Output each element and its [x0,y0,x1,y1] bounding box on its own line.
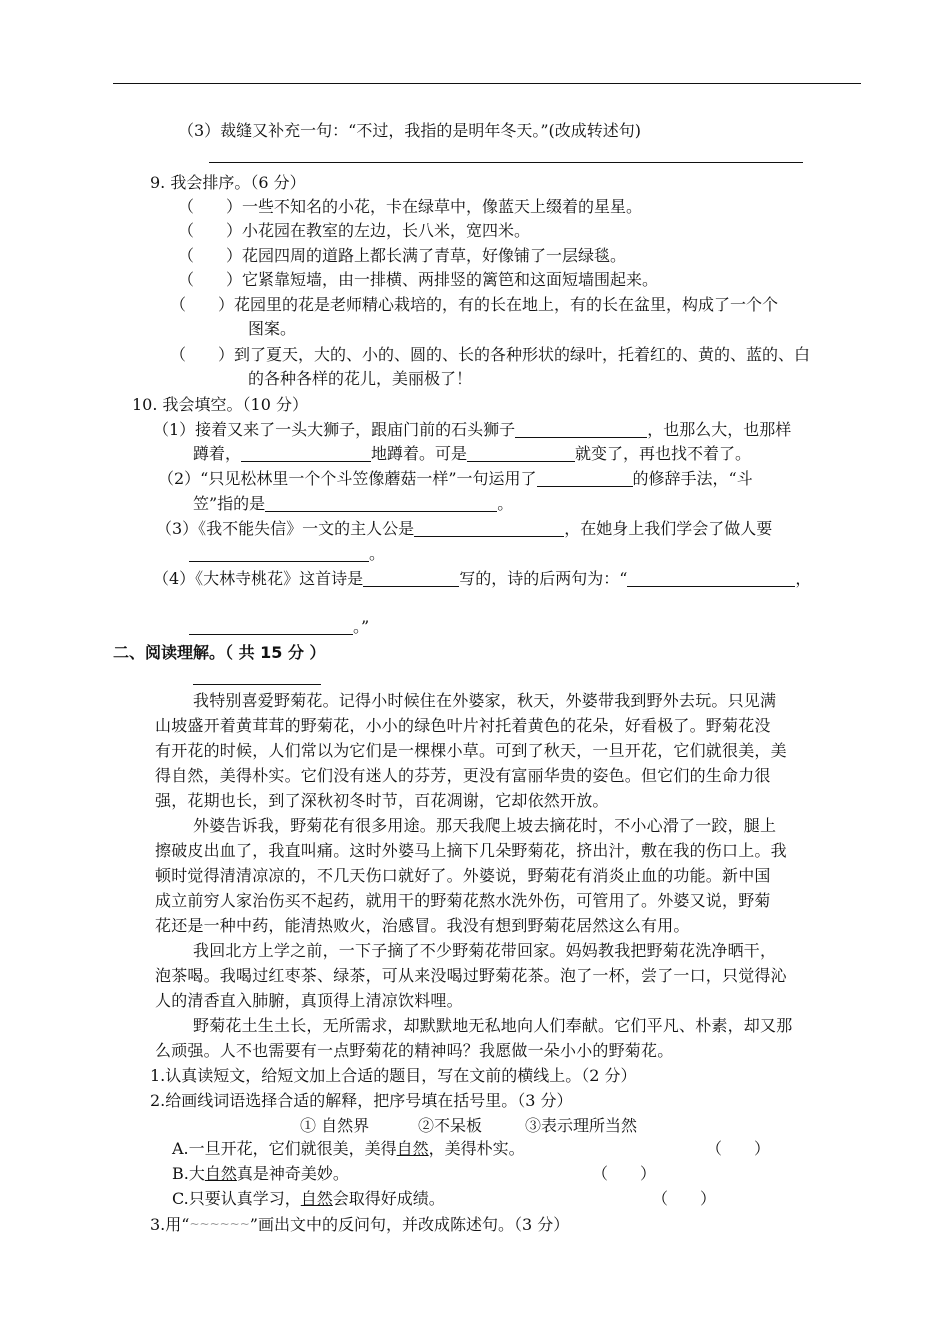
passage-line-12: 泡茶喝。我喝过红枣茶、绿茶，可从来没喝过野菊花茶。泡了一杯，尝了一口，只觉得沁 [155,966,787,985]
passage-line-1: 我特别喜爱野菊花。记得小时候住在外婆家，秋天，外婆带我到野外去玩。只见满 [193,691,777,710]
question-3-post: ”画出文中的反问句，并改成陈述句。（3 分） [249,1215,570,1234]
question-2-a-answer[interactable]: （ ） [706,1139,771,1158]
question-2-c [172,1188,445,1210]
question-2-a-post: ，美得朴实。 [428,1139,525,1158]
question-2-b-word: 自然 [204,1164,237,1183]
q10-2-text-b: 的修辞手法，“斗 [632,469,753,488]
passage-line-4: 得自然，美得朴实。它们没有迷人的芬芳，更没有富丽华贵的姿色。但它们的生命力很 [155,766,771,785]
q10-4-line1 [153,568,811,590]
passage-line-8: 顿时觉得清清凉凉的，不几天伤口就好了。外婆说，野菊花有消炎止血的功能。新中国 [155,866,771,885]
q9-item-6-cont: 的各种各样的花儿，美丽极了！ [248,369,473,388]
question-2-c-word: 自然 [300,1189,333,1208]
wavy-underline-icon: ~~~~~~ [189,1217,250,1231]
option-3: ③表示理所当然 [525,1116,638,1135]
q10-2-blank-1[interactable] [537,470,633,487]
q10-3-text-b: ，在她身上我们学会了做人要 [564,519,773,538]
q10-1-blank-2[interactable] [241,445,371,462]
q10-3-blank-1[interactable] [414,520,564,537]
passage-line-10: 花还是一种中药，能清热败火，治感冒。我没有想到野菊花居然这么有用。 [155,916,690,935]
q10-1-blank-3[interactable] [467,445,575,462]
q9-item-6: （ ）到了夏天，大的、小的、圆的、长的各种形状的绿叶，托着红的、黄的、蓝的、白 [170,345,811,364]
question-2-c-answer[interactable]: （ ） [652,1189,717,1208]
q10-4-text-d: 。” [353,617,370,636]
option-1: ① 自然界 [300,1116,370,1135]
q10-3-text-a: （3）《我不能失信》一文的主人公是 [156,519,415,538]
question-2-a [172,1138,525,1160]
q9-item-2: （ ）小花园在教室的左边，长八米，宽四米。 [178,221,531,240]
passage-line-3: 有开花的时候，人们常以为它们是一棵棵小草。可到了秋天，一旦开花，它们就很美，美 [155,741,787,760]
question-3-pre: 3.用“ [150,1215,190,1234]
passage-title-blank[interactable] [193,684,321,685]
q10-1-text-c: 蹲着， [193,444,242,463]
question-2-b-answer[interactable]: （ ） [592,1164,657,1183]
q10-2-line1 [158,468,753,490]
q10-4-blank-2[interactable] [627,570,795,587]
q9-item-1: （ ）一些不知名的小花，卡在绿草中，像蓝天上缀着的星星。 [178,197,643,216]
q9-item-5: （ ）花园里的花是老师精心栽培的，有的长在地上，有的长在盆里，构成了一个个 [170,295,779,314]
q8-3-prompt: （3）裁缝又补充一句：“不过，我指的是明年冬天。”(改成转述句) [178,121,642,140]
q10-1-text-d: 地蹲着。可是 [371,444,468,463]
q10-4-blank-1[interactable] [363,570,459,587]
question-2-b [172,1163,349,1185]
passage-line-13: 人的清香直入肺腑，真顶得上清凉饮料哩。 [155,991,463,1010]
header-rule [113,83,861,84]
q10-1-text-a: （1）接着又来了一头大狮子，跟庙门前的石头狮子 [153,420,516,439]
question-2-b-pre: B.大 [172,1164,205,1183]
q9-item-4: （ ）它紧靠短墙，由一排横、两排竖的篱笆和这面短墙围起来。 [178,270,659,289]
q10-1-text-b: ，也那么大，也那样 [647,420,792,439]
question-2-a-pre: A.一旦开花，它们就很美，美得 [172,1139,397,1158]
q9-title: 9. 我会排序。（6 分） [150,173,306,192]
passage-line-11: 我回北方上学之前，一下子摘了不少野菊花带回家。妈妈教我把野菊花洗净晒干， [193,941,777,960]
passage-line-15: 么顽强。人不也需要有一点野菊花的精神吗？我愿做一朵小小的野菊花。 [155,1041,674,1060]
q10-2-blank-2[interactable] [265,495,497,512]
question-2-a-word: 自然 [396,1139,429,1158]
q10-4-line2 [189,616,369,638]
q8-3-answer-line[interactable] [209,162,803,163]
q10-3-line1 [156,518,772,540]
q10-4-text-b: 写的，诗的后两句为：“ [459,569,628,588]
passage-line-2: 山坡盛开着黄茸茸的野菊花，小小的绿色叶片衬托着黄色的花朵，好看极了。野菊花没 [155,716,771,735]
q10-title: 10. 我会填空。（10 分） [132,395,308,414]
question-1: 1.认真读短文，给短文加上合适的题目，写在文前的横线上。（2 分） [150,1066,637,1085]
passage-line-5: 强，花期也长，到了深秋初冬时节，百花凋谢，它却依然开放。 [155,791,609,810]
question-2: 2.给画线词语选择合适的解释，把序号填在括号里。（3 分） [150,1091,573,1110]
q10-4-text-a: （4）《大林寺桃花》这首诗是 [153,569,364,588]
q10-3-blank-2[interactable] [189,545,369,562]
passage-line-14: 野菊花土生土长，无所需求，却默默地无私地向人们奉献。它们平凡、朴素，却又那 [193,1016,793,1035]
q10-1-line1 [153,419,791,441]
section-2-heading: 二、阅读理解。（ 共 15 分 ） [113,643,326,662]
q9-item-5-cont: 图案。 [248,319,297,338]
q10-2-line2 [193,493,513,515]
question-2-c-pre: C.只要认真学习， [172,1189,301,1208]
q10-1-blank-1[interactable] [515,421,647,438]
q10-1-text-e: 就变了，再也找不着了。 [575,444,752,463]
passage-line-6: 外婆告诉我，野菊花有很多用途。那天我爬上坡去摘花时，不小心滑了一跤，腿上 [193,816,777,835]
q10-4-blank-3[interactable] [189,618,353,635]
option-2: ②不呆板 [418,1116,483,1135]
q10-3-text-c: 。 [369,544,386,563]
question-2-b-post: 真是神奇美妙。 [236,1164,349,1183]
q10-2-text-c: 笠”指的是 [193,494,266,513]
q10-3-line2 [189,543,385,565]
q10-2-text-d: 。 [497,494,514,513]
q10-1-line2 [193,443,751,465]
q10-4-text-c: ， [795,569,812,588]
q10-2-text-a: （2）“只见松林里一个个斗笠像蘑菇一样”一句运用了 [158,469,537,488]
question-3 [150,1213,569,1236]
passage-line-7: 擦破皮出血了，我直叫痛。这时外婆马上摘下几朵野菊花，挤出汁，敷在我的伤口上。我 [155,841,787,860]
passage-line-9: 成立前穷人家治伤买不起药，就用干的野菊花熬水洗外伤，可管用了。外婆又说，野菊 [155,891,771,910]
question-2-c-post: 会取得好成绩。 [332,1189,445,1208]
q9-item-3: （ ）花园四周的道路上都长满了青草，好像铺了一层绿毯。 [178,246,627,265]
